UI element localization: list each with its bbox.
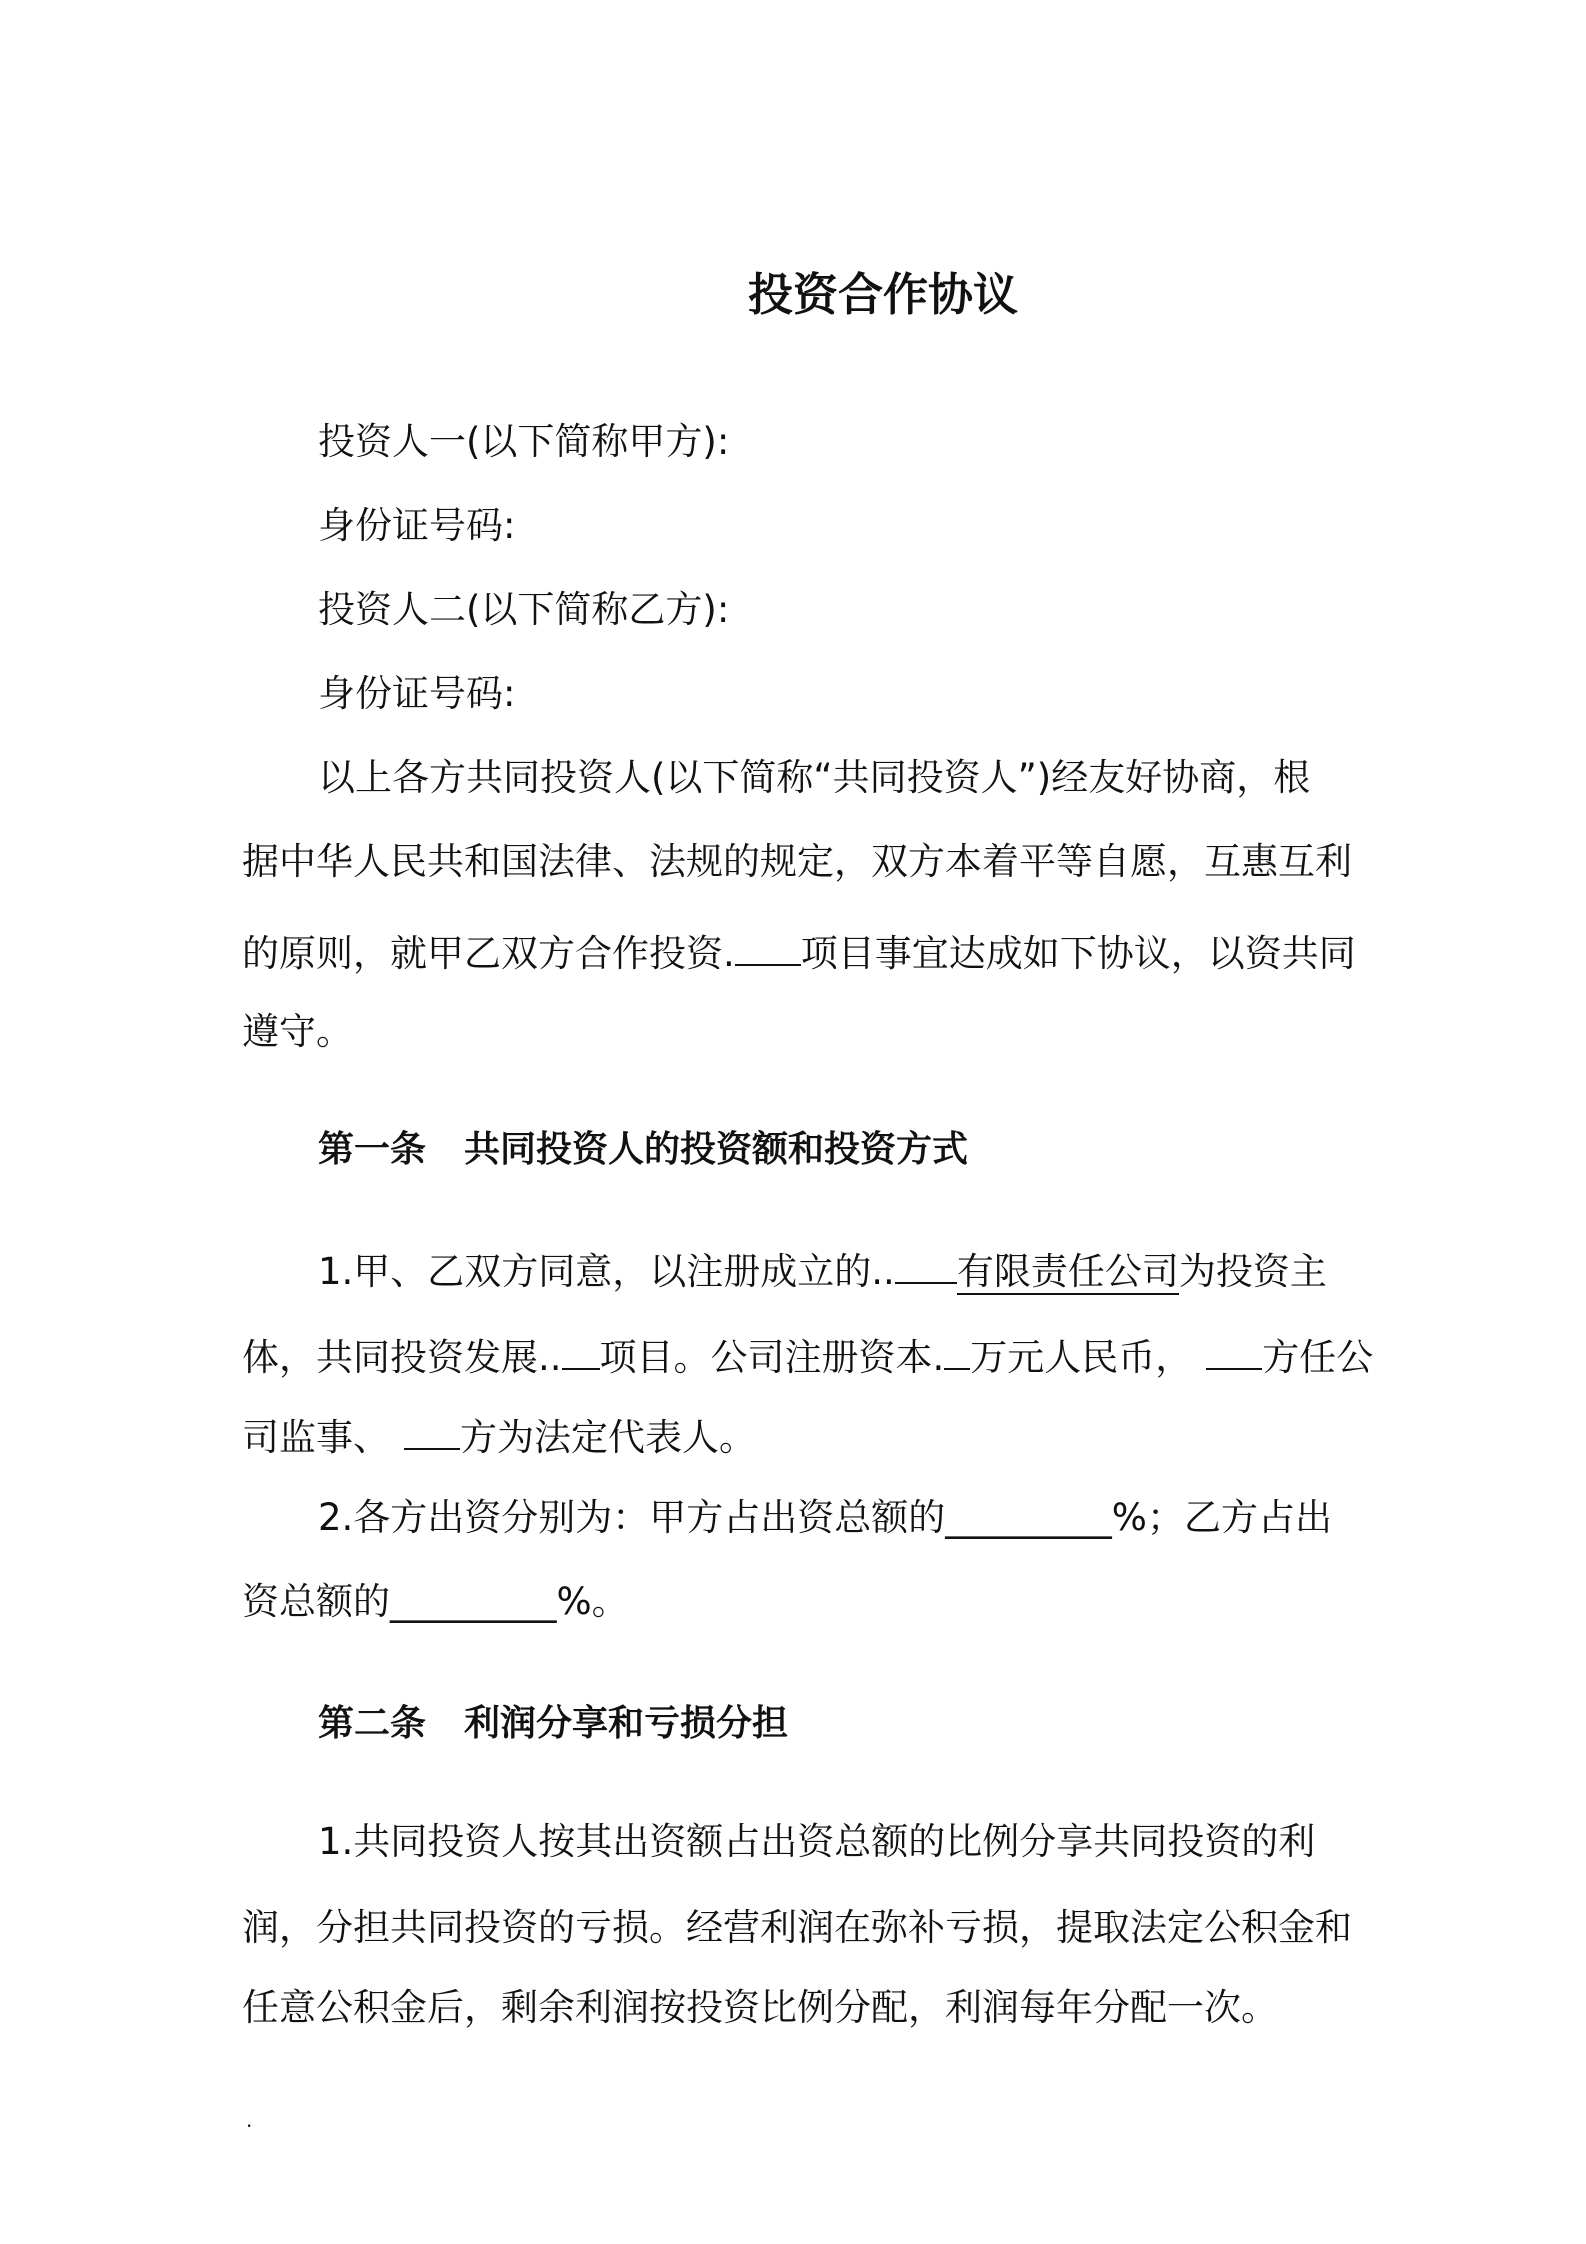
footer-mark: .: [246, 2108, 253, 2132]
article-1-heading: [318, 1126, 968, 1174]
article-1-number: 第一条: [318, 1129, 427, 1170]
party-a-line: 投资人一(以下简称甲方):: [318, 420, 730, 463]
blank-project: [562, 1332, 600, 1370]
blank-project-name: [735, 928, 801, 966]
document-title: 投资合作协议: [747, 268, 1018, 321]
article-1-p1-text-a: 1.甲、乙双方同意，以注册成立的..: [318, 1250, 895, 1293]
article-1-p1-text-c: 为投资主: [1178, 1250, 1327, 1293]
blank-capital: [944, 1332, 970, 1370]
preamble-line-2: 据中华人民共和国法律、法规的规定，双方本着平等自愿，互惠互利: [242, 840, 1352, 883]
article-1-p1-text-h: 司监事、: [242, 1416, 390, 1459]
article-1-title: 共同投资人的投资额和投资方式: [464, 1129, 969, 1170]
article-2-number: 第二条: [318, 1703, 427, 1744]
party-a-id-line: 身份证号码:: [318, 504, 516, 547]
preamble-text-b: 项目事宜达成如下协议，以资共同: [800, 932, 1356, 975]
party-b-line: 投资人二(以下简称乙方):: [318, 588, 730, 631]
article-1-p1-line-1: [318, 1246, 1327, 1296]
article-1-p1-text-f: 万元人民币，: [970, 1336, 1193, 1379]
company-type: 有限责任公司: [956, 1250, 1179, 1293]
article-1-p2-line-2: 资总额的_________%。: [242, 1580, 629, 1623]
article-2-title: 利润分享和亏损分担: [464, 1703, 789, 1744]
article-1-p1-text-g: 方任公: [1262, 1336, 1374, 1379]
article-1-p1-text-d: 体，共同投资发展..: [242, 1336, 562, 1379]
article-1-p1-text-i: 方为法定代表人。: [460, 1416, 756, 1459]
blank-legal-rep-party: [404, 1412, 460, 1450]
preamble-line-3: [242, 928, 1356, 978]
article-2-heading: [318, 1700, 788, 1748]
article-2-p1-line-1: 1.共同投资人按其出资额占出资总额的比例分享共同投资的利: [318, 1820, 1316, 1863]
article-1-p1-line-3: [242, 1412, 756, 1462]
preamble-text-a: 的原则，就甲乙双方合作投资.: [242, 932, 735, 975]
article-1-p2-line-1: 2.各方出资分别为：甲方占出资总额的_________%；乙方占出: [318, 1496, 1332, 1539]
blank-company-name: [895, 1246, 957, 1284]
article-2-p1-line-2: 润，分担共同投资的亏损。经营利润在弥补亏损，提取法定公积金和: [242, 1906, 1352, 1949]
article-1-p1-line-2: [242, 1332, 1373, 1382]
article-1-p1-text-e: 项目。公司注册资本.: [599, 1336, 945, 1379]
party-b-id-line: 身份证号码:: [318, 672, 516, 715]
preamble-line-1: 以上各方共同投资人(以下简称“共同投资人”)经友好协商，根: [318, 756, 1311, 799]
preamble-line-4: 遵守。: [242, 1010, 353, 1053]
blank-supervisor-party: [1206, 1332, 1262, 1370]
article-2-p1-line-3: 任意公积金后，剩余利润按投资比例分配，利润每年分配一次。: [242, 1986, 1278, 2029]
